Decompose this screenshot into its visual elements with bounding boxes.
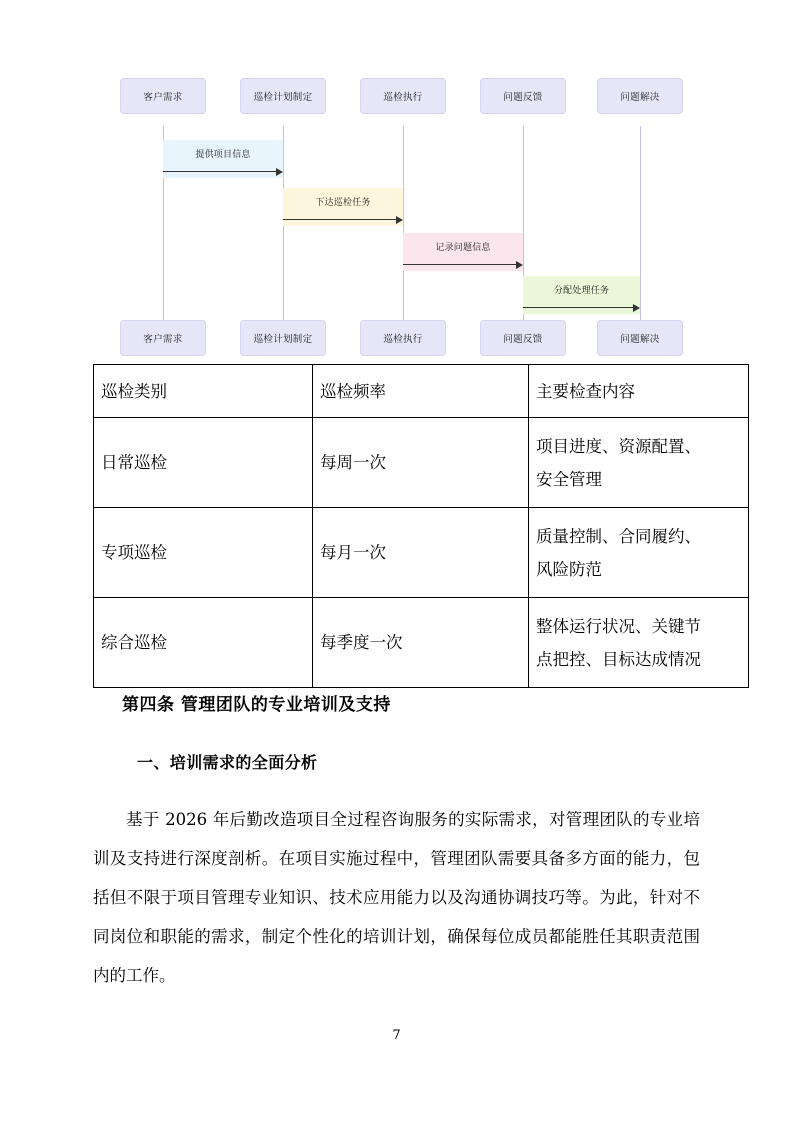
sequence-diagram	[120, 78, 686, 356]
message-band-4	[523, 276, 640, 314]
message-arrow-head-4	[633, 304, 640, 312]
body-paragraph: 基于 2026 年后勤改造项目全过程咨询服务的实际需求，对管理团队的专业培训及支持进行深度剖析。在项目实施过程中，管理团队需要具备多方面的能力，包括但不限于项目管理专业知识、技术应用能力以及沟通协调技巧等。为此，针对不同岗位和职能的需求，制定个性化的培训计划，确保每位成员都能胜任其职责范围内的工作。	[93, 810, 700, 985]
message-arrow-head-1	[276, 168, 283, 176]
participant-box-execute-top	[360, 78, 446, 114]
content-line: 整体运行状况、关键节	[536, 616, 701, 636]
participant-label: 客户需求	[143, 92, 183, 103]
message-arrow-line-2	[283, 219, 396, 220]
participant-box-plan-bottom	[240, 320, 326, 356]
table-cell-content	[529, 418, 749, 508]
participant-box-plan-top	[240, 78, 326, 114]
message-band-2	[283, 188, 403, 226]
table-row	[94, 508, 749, 598]
participant-label: 问题解决	[620, 92, 660, 103]
content-line: 安全管理	[536, 469, 602, 489]
content-line: 点把控、目标达成情况	[536, 649, 701, 669]
participant-box-feedback-bottom	[480, 320, 566, 356]
message-label-4: 分配处理任务	[553, 286, 610, 296]
participant-box-customer-bottom	[120, 320, 206, 356]
content-line: 风险防范	[536, 559, 602, 579]
message-label-3: 记录问题信息	[435, 243, 491, 253]
table-header-content: 主要检查内容	[529, 365, 749, 418]
message-arrow-head-3	[516, 261, 523, 269]
table-cell-frequency: 每季度一次	[313, 598, 529, 688]
message-band-1	[163, 140, 283, 178]
table-header-category: 巡检类别	[94, 365, 313, 418]
table-cell-category: 综合巡检	[94, 598, 313, 688]
message-arrow-line-3	[403, 264, 516, 265]
inspection-schedule-table	[93, 364, 749, 688]
message-band-3	[403, 233, 523, 271]
participant-box-execute-bottom	[360, 320, 446, 356]
table-cell-frequency: 每月一次	[313, 508, 529, 598]
participant-label: 巡检计划制定	[253, 92, 313, 103]
participant-box-feedback-top	[480, 78, 566, 114]
table-cell-category: 日常巡检	[94, 418, 313, 508]
message-arrow-head-2	[396, 216, 403, 224]
section-heading: 第四条 管理团队的专业培训及支持	[122, 695, 391, 715]
content-line: 质量控制、合同履约、	[536, 526, 701, 546]
message-label-1: 提供项目信息	[195, 150, 251, 160]
participant-label: 问题反馈	[503, 92, 543, 103]
message-arrow-line-4	[523, 307, 633, 308]
table-cell-category: 专项巡检	[94, 508, 313, 598]
message-label-2: 下达巡检任务	[315, 198, 371, 208]
table-row	[94, 598, 749, 688]
table-cell-frequency: 每周一次	[313, 418, 529, 508]
table-cell-content	[529, 508, 749, 598]
participant-label: 问题反馈	[503, 334, 543, 345]
participant-label: 客户需求	[143, 334, 183, 345]
table-cell-content	[529, 598, 749, 688]
page-number: 7	[392, 1028, 401, 1043]
participant-box-resolve-bottom	[597, 320, 683, 356]
participant-label: 巡检执行	[383, 92, 423, 103]
subsection-heading: 一、培训需求的全面分析	[137, 753, 318, 772]
table-row	[94, 418, 749, 508]
content-line: 项目进度、资源配置、	[536, 436, 701, 456]
message-arrow-line-1	[163, 171, 276, 172]
participant-box-resolve-top	[597, 78, 683, 114]
participant-label: 问题解决	[620, 334, 660, 345]
participant-label: 巡检执行	[383, 334, 423, 345]
table-header-frequency: 巡检频率	[313, 365, 529, 418]
participant-label: 巡检计划制定	[253, 334, 313, 345]
participant-box-customer-top	[120, 78, 206, 114]
table-header-row	[94, 365, 749, 418]
